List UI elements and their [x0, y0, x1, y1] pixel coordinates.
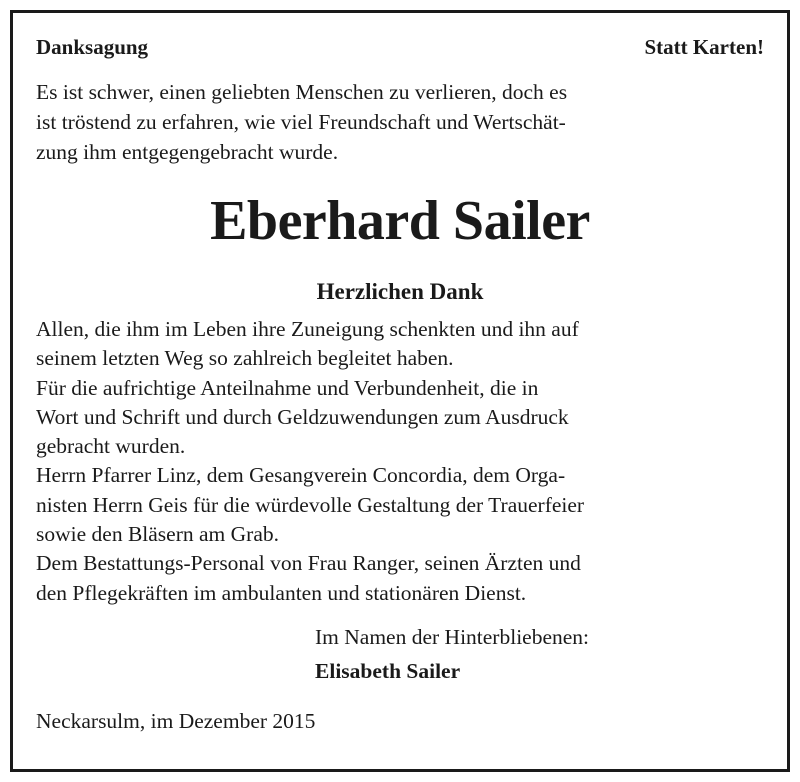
body-line: Wort und Schrift und durch Geldzuwendungen zum Ausdruck [36, 404, 569, 429]
body-line: seinem letzten Weg so zahlreich begleitet haben. [36, 346, 454, 371]
deceased-name: Eberhard Sailer [210, 190, 590, 252]
intro-line: Es ist schwer, einen geliebten Menschen zu verlieren, doch es [36, 80, 568, 104]
place-date: Neckarsulm, im Dezember 2015 [36, 709, 316, 733]
body-line: Für die aufrichtige Anteilnahme und Verbundenheit, die in [36, 375, 539, 400]
intro-line: zung ihm entgegengebracht wurde. [36, 140, 339, 164]
body-line: Dem Bestattungs-Personal von Frau Ranger, seinen Ärzten und [36, 551, 581, 576]
body-line: gebracht wurden. [36, 434, 186, 459]
body-line: den Pflegekräften im ambulanten und stationären Dienst. [36, 580, 527, 605]
body-line: sowie den Bläsern am Grab. [36, 522, 279, 547]
on-behalf-text: Im Namen der Hinterbliebenen: [315, 625, 590, 649]
thanks-heading: Herzlichen Dank [316, 279, 484, 304]
body-line: Herrn Pfarrer Linz, dem Gesangverein Concordia, dem Orga- [36, 463, 566, 488]
signer-name: Elisabeth Sailer [315, 659, 461, 683]
intro-line: ist tröstend zu erfahren, wie viel Freundschaft und Wertschät- [36, 110, 566, 134]
thanks-body [36, 315, 770, 608]
body-line: Allen, die ihm im Leben ihre Zuneigung schenkten und ihn auf [36, 317, 579, 341]
body-line: nisten Herrn Geis für die würdevolle Gestaltung der Trauerfeier [36, 492, 585, 517]
signature-block [315, 620, 589, 688]
intro-paragraph [36, 77, 770, 167]
header-row [36, 34, 764, 60]
instead-of-cards-label: Statt Karten! [644, 35, 764, 59]
notice-type-label: Danksagung [36, 35, 149, 59]
